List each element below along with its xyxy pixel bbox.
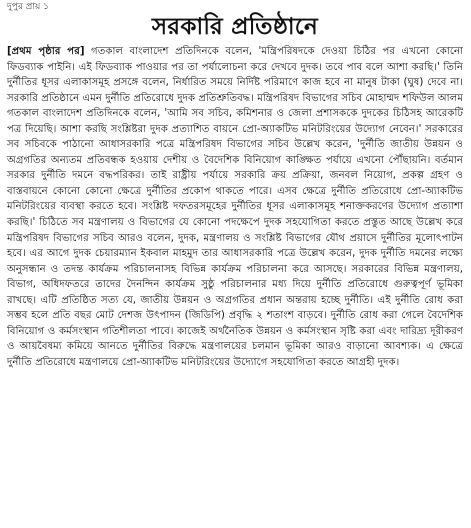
article-headline: সরকারি প্রতিষ্ঠানে	[151, 14, 319, 40]
continued-from-label: [প্রথম পৃষ্ঠার পর]	[7, 46, 85, 57]
article-body	[7, 44, 463, 370]
cut-off-header-text: দুপুর প্রায় ১	[7, 2, 49, 12]
article-body-text: গতকাল বাংলাদেশ প্রতিদিনকে বলেন, 'মন্ত্রিপরিষদকে দেওয়া চিঠির পর এখনো কোনো ফিডব্যাক পাইনি। এই ফিডব্যাক পাওয়ার পর তা পর্যালোচনা করে দেখবে দুদক। তবে পাব বলে আশা করছি।' তিনি দুর্নীতির ধূসর এলাকাসমূহ প্রসঙ্গে বলেন, নির্ধারিত সময়ে নির্দিষ্ট পরিমাণে কাজ হবে না মানুষ টাকা (ঘুষ) দেবে না। সরকারি প্রতিষ্ঠানে এমন দুর্নীতি প্রতিরোধে দুদক প্রতিশ্রুতিবদ্ধ। মন্ত্রিপরিষদ বিভাগের সচিব মোহাম্মদ শফিউল আলম গতকাল বাংলাদেশ প্রতিদিনকে বলেন, 'আমি সব সচিব, কমিশনার ও জেলা প্রশাসককে দুদকের চিঠিসহ আরেকটি পত্র দিয়েছি। আশা করছি সংশ্লিষ্টরা দুদক প্রত্যাশিত বায়নে প্রো-অ্যাকটিভ মনিটরিংয়ের উদ্যোগ নেবেন।' সরকারের সব সচিবকে পাঠানো আধাসরকারি পত্রে মন্ত্রিপরিষদ বিভাগের সচিব উল্লেখ করেন, 'দুর্নীতি জাতীয় উন্নয়ন ও অগ্রগতির অন্যতম প্রতিবন্ধক হওয়ায় দেশীয় ও বৈদেশিক বিনিয়োগ কাঙ্ক্ষিত পর্যায়ে এখনো পৌঁছায়নি। বর্তমান সরকার দুর্নীতি দমনে বদ্ধপরিকর। তাই রাষ্ট্রীয় পর্যায়ে সরকারি ক্রয় প্রক্রিয়া, জনবল নিয়োগ, প্রকল্প গ্রহণ ও বাস্তবায়নে কোনো কোনো ক্ষেত্রে দুর্নীতির প্রকোপ থাকতে পারে। এসব ক্ষেত্রে দুর্নীতি প্রতিরোধে প্রো-অ্যাকটিভ মনিটরিংয়ের ব্যবস্থা করতে হবে। সংশ্লিষ্ট দফতরসমূহের দুর্নীতির ধূসর এলাকাসমূহ শনাক্তকরণের উদ্যোগ প্রত্যাশা করছি।' চিঠিতে সব মন্ত্রণালয় ও বিভাগের যে কোনো পদক্ষেপে দুদক সহযোগিতা করতে প্রস্তুত আছে উল্লেখ করে মন্ত্রিপরিষদ বিভাগের সচিব আরও বলেন, দুদক, মন্ত্রণালয় ও সংশ্লিষ্ট বিভাগের যৌথ প্রয়াসে দুর্নীতির মূলোৎপাটন হবে। এর আগে দুদক চেয়ারম্যান ইকবাল মাহমুদ তার আধাসরকারি পত্রে উল্লেখ করেন, দুদক দুর্নীতি দমনের লক্ষ্যে অনুসন্ধান ও তদন্ত কার্যক্রম পরিচালনাসহ বিভিন্ন কার্যক্রম পরিচালনা করে আসছে। সরকারের বিভিন্ন মন্ত্রণালয়, বিভাগ, অধিদফতরে তাদের দৈনন্দিন কার্যক্রম সুষ্ঠু পরিচালনার মধ্য দিয়ে দুর্নীতি প্রতিরোধে গুরুত্বপূর্ণ ভূমিকা রাখছে। এটি প্রতিষ্ঠিত সত্য যে, জাতীয় উন্নয়ন ও অগ্রগতির প্রধান অন্তরায় হচ্ছে দুর্নীতি। এই দুর্নীতি রোধ করা সম্ভব হলে প্রতি বছর মোট দেশজ উৎপাদন (জিডিপি) প্রবৃদ্ধি ২ শতাংশ বাড়বে। দুর্নীতি রোধ করা গেলে বৈদেশিক বিনিয়োগ ও কর্মসংস্থান গতিশীলতা পাবে। কাজেই অর্থনৈতিক উন্নয়ন ও কর্মসংস্থান সৃষ্টি করা এবং দারিদ্র্য দূরীকরণ ও আয়বৈষম্য কমিয়ে আনতে দুর্নীতির বিরুদ্ধে মন্ত্রণালয়ের চলমান ভূমিকা আরও বাড়ানো আবশ্যক। এ ক্ষেত্রে দুর্নীতি প্রতিরোধে মন্ত্রণালয়ে প্রো-অ্যাকটিভ মনিটরিংয়ের উদ্যোগে সহযোগিতা করতে আগ্রহী দুদক।	[7, 46, 463, 368]
